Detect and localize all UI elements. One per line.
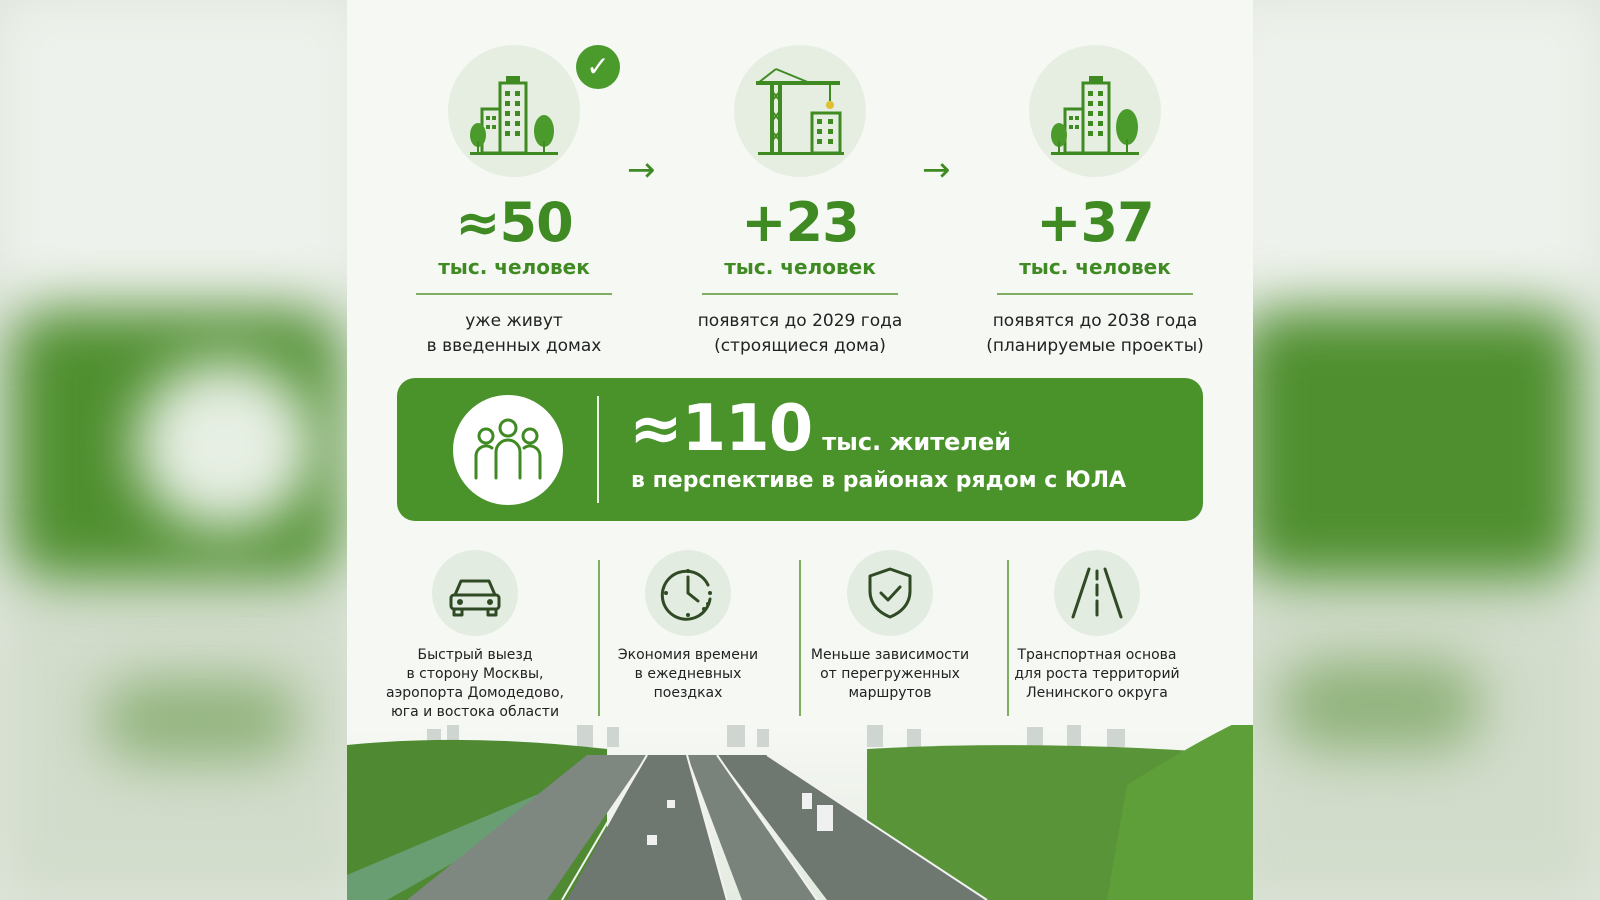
stat-value: +37 xyxy=(1036,191,1154,254)
benefit-text-line: для роста территорий xyxy=(1014,666,1180,682)
benefit-text-line: в сторону Москвы, xyxy=(406,666,544,682)
shield-check-icon xyxy=(847,550,933,636)
benefit-text-line: от перегруженных xyxy=(820,666,960,682)
benefit-time-saving xyxy=(588,550,788,703)
stat-value: +23 xyxy=(741,191,859,254)
stat-desc-line2: в введенных домах xyxy=(426,336,602,356)
construction-crane-icon xyxy=(734,45,866,177)
stat-desc-line1: уже живут xyxy=(465,311,563,331)
total-value: ≈110 xyxy=(629,392,813,466)
total-residents-banner xyxy=(397,378,1203,521)
stat-unit: тыс. человек xyxy=(438,255,590,279)
benefit-text-line: поездках xyxy=(653,685,723,701)
benefit-text-line: Быстрый выезд xyxy=(417,647,533,663)
stat-unit: тыс. человек xyxy=(1019,255,1171,279)
benefit-text-line: Транспортная основа xyxy=(1017,647,1177,663)
highway-illustration xyxy=(347,725,1253,900)
benefit-text-line: юга и востока области xyxy=(390,704,560,720)
total-unit: тыс. жителей xyxy=(822,428,1012,456)
car-icon xyxy=(432,550,518,636)
benefit-fast-exit xyxy=(375,550,575,722)
arrow-right-icon: → xyxy=(922,150,951,190)
check-icon: ✓ xyxy=(576,45,620,89)
clock-icon xyxy=(645,550,731,636)
benefit-text-line: Ленинского округа xyxy=(1026,685,1168,701)
stat-existing-residents xyxy=(394,45,634,359)
buildings-check-icon xyxy=(448,45,610,177)
stat-desc-line2: (строящиеся дома) xyxy=(714,336,886,356)
benefit-text-line: маршрутов xyxy=(848,685,932,701)
stat-desc-line2: (планируемые проекты) xyxy=(986,336,1204,356)
stat-under-construction xyxy=(680,45,920,359)
stat-desc-line1: появятся до 2038 года xyxy=(992,311,1198,331)
stat-unit: тыс. человек xyxy=(724,255,876,279)
buildings-trees-icon xyxy=(1029,45,1161,177)
benefit-text-line: в ежедневных xyxy=(634,666,742,682)
benefit-less-dependency xyxy=(790,550,990,703)
people-group-icon xyxy=(453,395,563,505)
stat-value: ≈50 xyxy=(455,191,573,254)
total-subtitle: в перспективе в районах рядом с ЮЛА xyxy=(631,468,1127,493)
benefit-transport-base xyxy=(997,550,1197,703)
benefit-text-line: Меньше зависимости xyxy=(810,647,970,663)
road-icon xyxy=(1054,550,1140,636)
infographic-card xyxy=(347,0,1253,900)
stat-desc-line1: появятся до 2029 года xyxy=(697,311,903,331)
stat-planned-projects xyxy=(975,45,1215,359)
benefit-text-line: Экономия времени xyxy=(617,647,759,663)
arrow-right-icon: → xyxy=(627,150,656,190)
benefit-text-line: аэропорта Домодедово, xyxy=(386,685,564,701)
